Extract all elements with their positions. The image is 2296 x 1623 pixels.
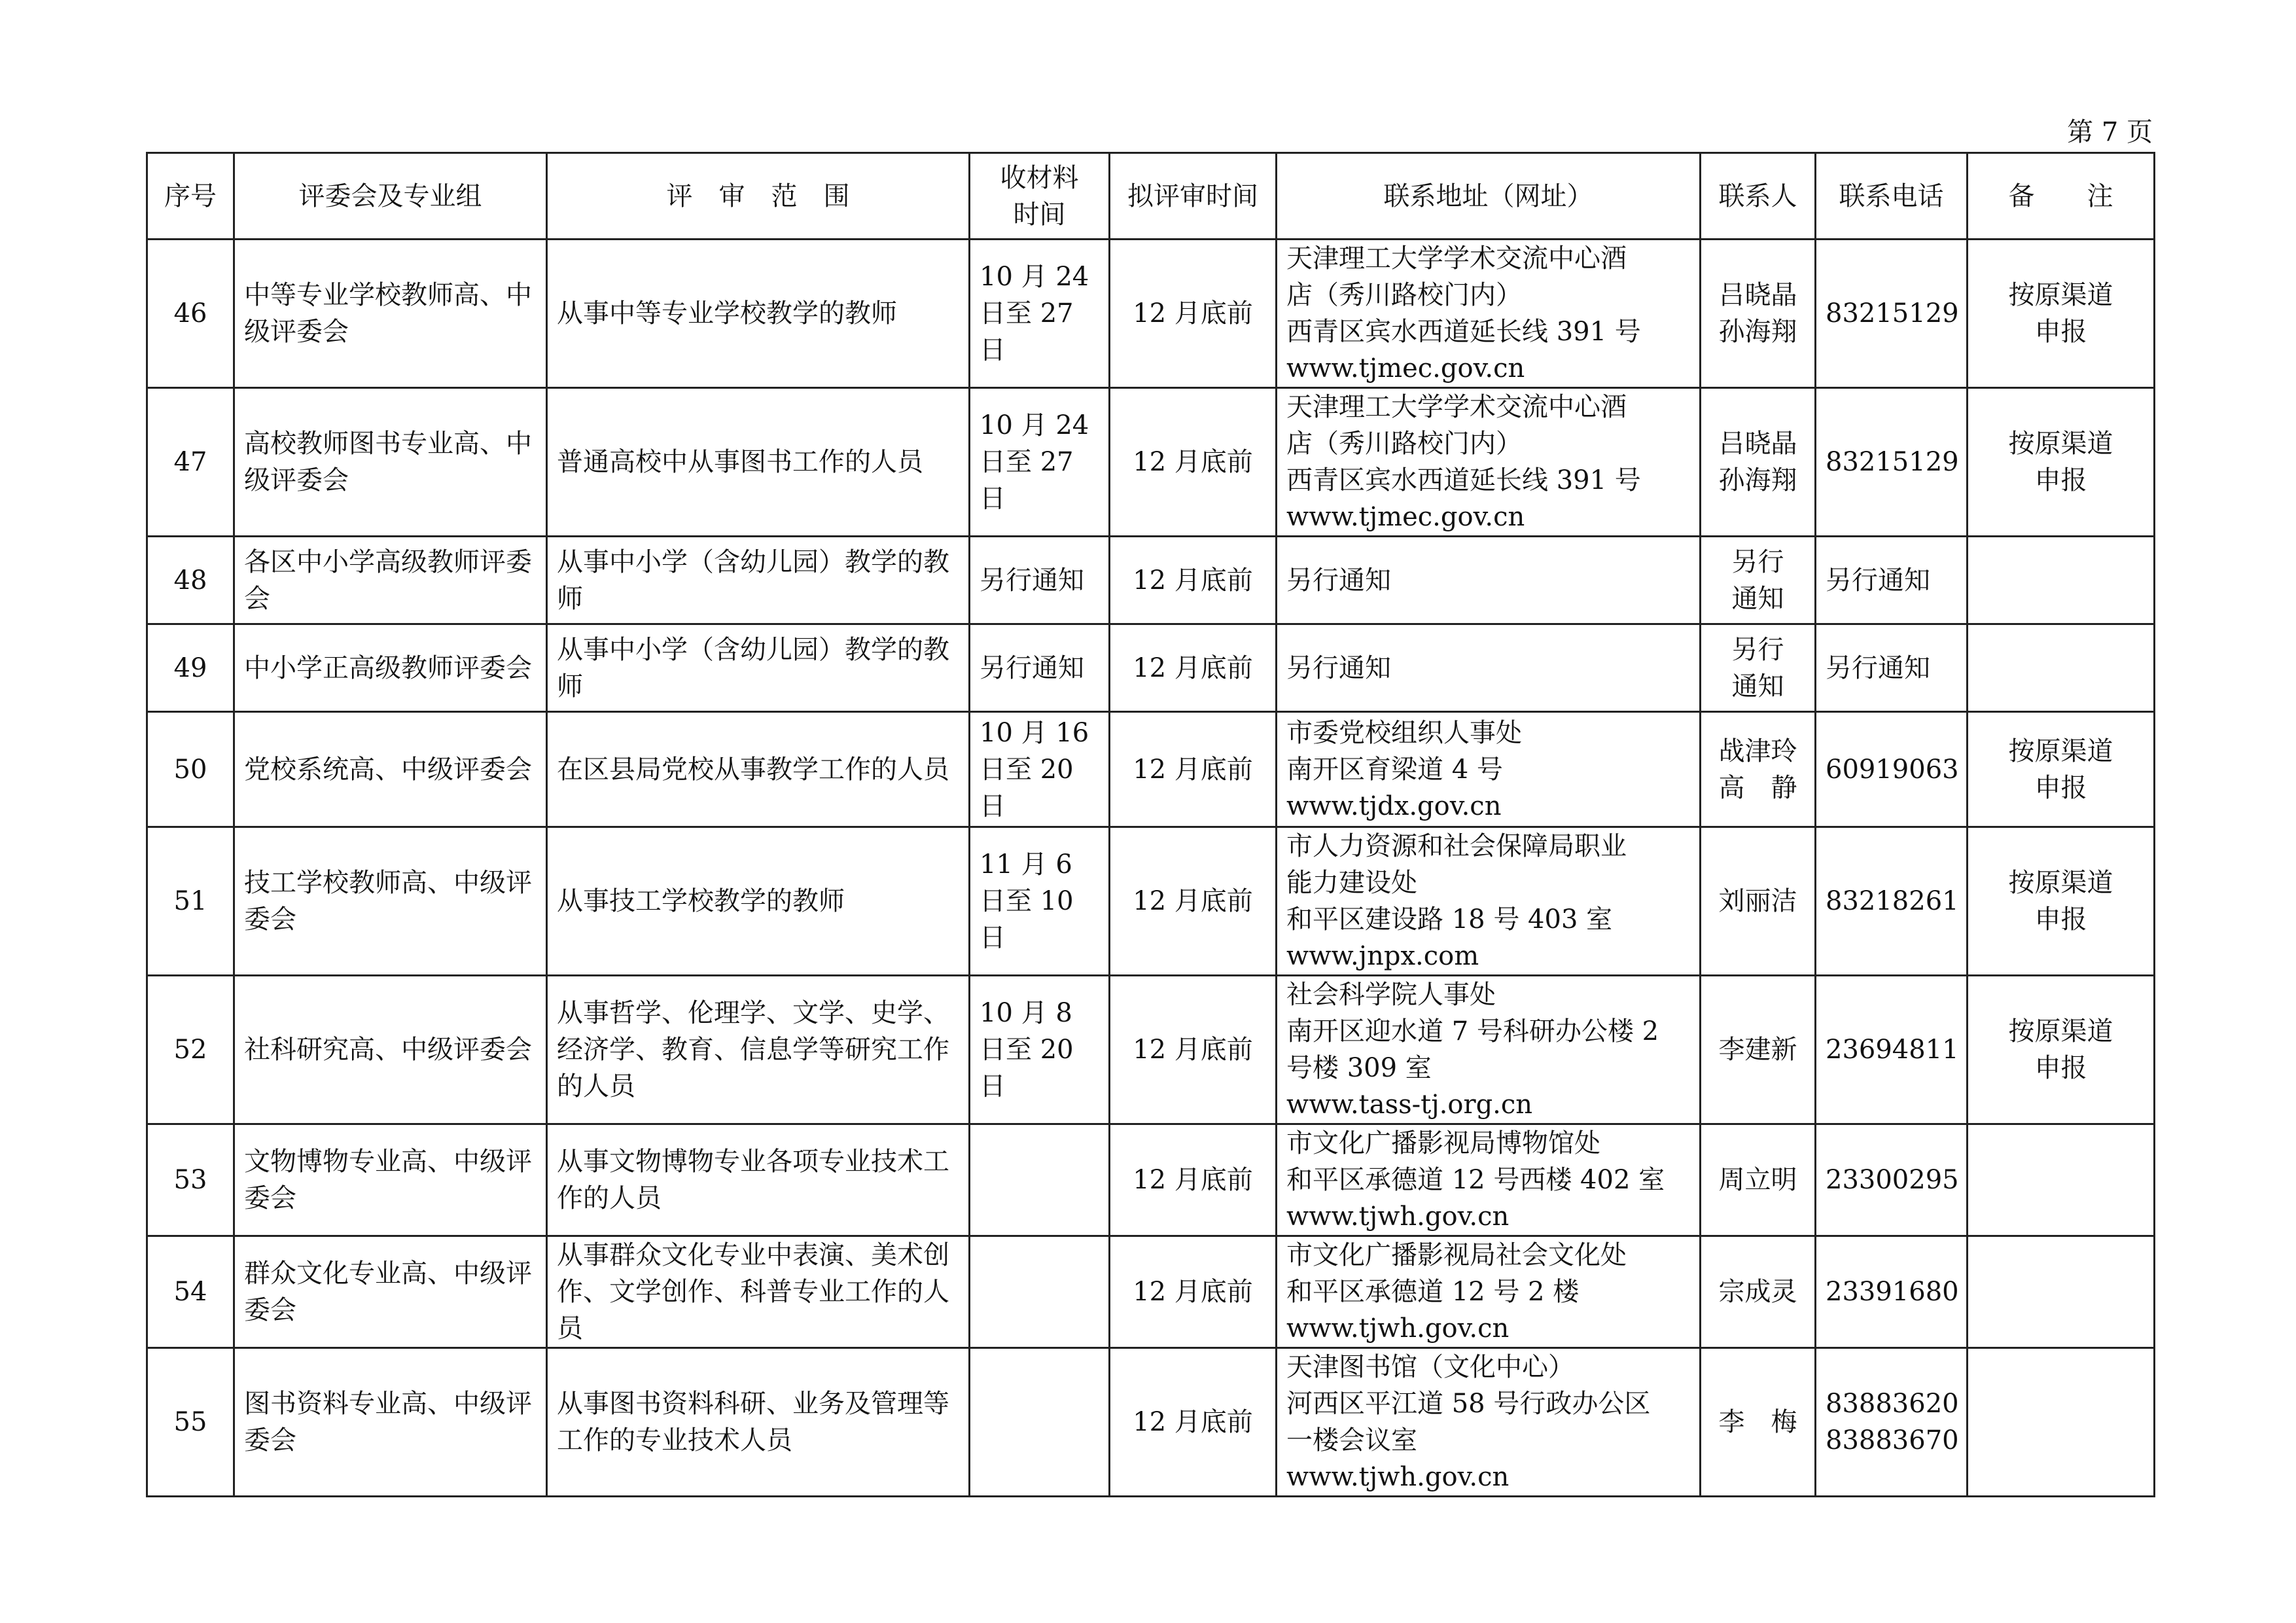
cell-scope: 从事文物博物专业各项专业技术工作的人员 xyxy=(547,1124,970,1236)
header-person: 联系人 xyxy=(1701,153,1816,240)
phone-line: 23300295 xyxy=(1826,1165,1959,1195)
address-line: 市委党校组织人事处 xyxy=(1286,717,1522,748)
table-row xyxy=(147,1236,2155,1348)
cell-review-time: 12 月底前 xyxy=(1110,624,1277,712)
cell-scope: 普通高校中从事图书工作的人员 xyxy=(547,388,970,537)
header-phone: 联系电话 xyxy=(1816,153,1968,240)
cell-phone xyxy=(1816,1236,1968,1348)
contact-person-line: 刘丽洁 xyxy=(1718,886,1797,916)
cell-collect-time xyxy=(970,1348,1110,1497)
review-committee-table xyxy=(146,152,2155,1497)
cell-phone xyxy=(1816,712,1968,827)
header-org: 评委会及专业组 xyxy=(234,153,547,240)
note-line: 按原渠道 xyxy=(2008,868,2113,898)
cell-org: 文物博物专业高、中级评委会 xyxy=(234,1124,547,1236)
phone-line: 83215129 xyxy=(1826,447,1959,477)
note-line: 申报 xyxy=(2034,904,2087,935)
address-line: www.tass-tj.org.cn xyxy=(1286,1090,1533,1120)
address-line: 一楼会议室 xyxy=(1286,1425,1417,1455)
cell-contact-person xyxy=(1701,1236,1816,1348)
phone-line: 23391680 xyxy=(1826,1277,1959,1307)
table-body xyxy=(147,240,2155,1497)
contact-person-line: 吕晓晶 xyxy=(1718,429,1797,459)
cell-address xyxy=(1277,1236,1701,1348)
address-line: 河西区平江道 58 号行政办公区 xyxy=(1286,1389,1651,1419)
cell-address xyxy=(1277,1124,1701,1236)
table-row xyxy=(147,1348,2155,1497)
address-line: 店（秀川路校门内） xyxy=(1286,280,1522,310)
note-line: 按原渠道 xyxy=(2008,736,2113,766)
address-line: 市文化广播影视局博物馆处 xyxy=(1286,1128,1600,1158)
header-review: 拟评审时间 xyxy=(1110,153,1277,240)
cell-contact-person xyxy=(1701,388,1816,537)
address-line: 天津理工大学学术交流中心酒 xyxy=(1286,243,1627,274)
address-line: 市人力资源和社会保障局职业 xyxy=(1286,831,1627,861)
phone-line: 60919063 xyxy=(1826,754,1959,785)
cell-num: 55 xyxy=(147,1348,234,1497)
cell-scope: 从事图书资料科研、业务及管理等工作的专业技术人员 xyxy=(547,1348,970,1497)
cell-note xyxy=(1968,1124,2155,1236)
cell-collect-time xyxy=(970,1236,1110,1348)
table-row xyxy=(147,1124,2155,1236)
contact-person-line: 李 梅 xyxy=(1718,1407,1797,1437)
cell-address xyxy=(1277,976,1701,1124)
address-line: www.tjwh.gov.cn xyxy=(1286,1462,1510,1492)
contact-person-line: 孙海翔 xyxy=(1718,465,1797,495)
address-line: www.tjdx.gov.cn xyxy=(1286,791,1502,821)
note-line: 申报 xyxy=(2034,465,2087,495)
cell-scope: 从事技工学校教学的教师 xyxy=(547,827,970,976)
cell-scope: 在区县局党校从事教学工作的人员 xyxy=(547,712,970,827)
note-line: 申报 xyxy=(2034,1053,2087,1083)
header-collect: 收材料时间 xyxy=(970,153,1110,240)
cell-phone xyxy=(1816,240,1968,388)
cell-org: 图书资料专业高、中级评委会 xyxy=(234,1348,547,1497)
cell-org: 中小学正高级教师评委会 xyxy=(234,624,547,712)
table-row xyxy=(147,827,2155,976)
cell-num: 47 xyxy=(147,388,234,537)
cell-num: 51 xyxy=(147,827,234,976)
note-line: 申报 xyxy=(2034,772,2087,803)
phone-line: 83218261 xyxy=(1826,886,1959,916)
cell-phone xyxy=(1816,827,1968,976)
cell-review-time: 12 月底前 xyxy=(1110,1124,1277,1236)
note-line: 按原渠道 xyxy=(2008,429,2113,459)
address-line: 另行通知 xyxy=(1286,652,1391,683)
phone-line: 83883670 xyxy=(1826,1425,1959,1455)
phone-line: 83883620 xyxy=(1826,1389,1959,1419)
cell-collect-time: 11 月 6 日至 10 日 xyxy=(970,827,1110,976)
table-row xyxy=(147,976,2155,1124)
cell-contact-person xyxy=(1701,712,1816,827)
cell-phone xyxy=(1816,537,1968,624)
table-row xyxy=(147,240,2155,388)
address-line: 南开区迎水道 7 号科研办公楼 2 xyxy=(1286,1016,1659,1046)
cell-note xyxy=(1968,388,2155,537)
table-row xyxy=(147,537,2155,624)
cell-review-time: 12 月底前 xyxy=(1110,1236,1277,1348)
address-line: www.tjwh.gov.cn xyxy=(1286,1313,1510,1344)
cell-scope: 从事哲学、伦理学、文学、史学、经济学、教育、信息学等研究工作的人员 xyxy=(547,976,970,1124)
address-line: 天津图书馆（文化中心） xyxy=(1286,1352,1574,1382)
cell-note xyxy=(1968,240,2155,388)
cell-review-time: 12 月底前 xyxy=(1110,537,1277,624)
cell-address xyxy=(1277,624,1701,712)
cell-note xyxy=(1968,537,2155,624)
cell-note xyxy=(1968,976,2155,1124)
cell-address xyxy=(1277,712,1701,827)
note-line: 按原渠道 xyxy=(2008,280,2113,310)
cell-review-time: 12 月底前 xyxy=(1110,1348,1277,1497)
address-line: 市文化广播影视局社会文化处 xyxy=(1286,1240,1627,1270)
cell-review-time: 12 月底前 xyxy=(1110,240,1277,388)
cell-contact-person xyxy=(1701,1124,1816,1236)
header-scope: 评 审 范 围 xyxy=(547,153,970,240)
cell-org: 群众文化专业高、中级评委会 xyxy=(234,1236,547,1348)
cell-num: 49 xyxy=(147,624,234,712)
phone-line: 83215129 xyxy=(1826,298,1959,329)
header-address: 联系地址（网址） xyxy=(1277,153,1701,240)
address-line: 西青区宾水西道延长线 391 号 xyxy=(1286,317,1641,347)
cell-collect-time: 另行通知 xyxy=(970,537,1110,624)
cell-review-time: 12 月底前 xyxy=(1110,712,1277,827)
contact-person-line: 另行 xyxy=(1731,634,1784,665)
address-line: 店（秀川路校门内） xyxy=(1286,429,1522,459)
cell-contact-person xyxy=(1701,976,1816,1124)
cell-phone xyxy=(1816,976,1968,1124)
cell-phone xyxy=(1816,624,1968,712)
contact-person-line: 另行 xyxy=(1731,546,1784,577)
cell-scope: 从事中小学（含幼儿园）教学的教师 xyxy=(547,624,970,712)
phone-line: 另行通知 xyxy=(1826,565,1930,596)
cell-address xyxy=(1277,537,1701,624)
cell-address xyxy=(1277,827,1701,976)
cell-contact-person xyxy=(1701,624,1816,712)
address-line: 另行通知 xyxy=(1286,565,1391,596)
cell-collect-time: 另行通知 xyxy=(970,624,1110,712)
header-num: 序号 xyxy=(147,153,234,240)
note-line: 申报 xyxy=(2034,317,2087,347)
cell-num: 54 xyxy=(147,1236,234,1348)
cell-num: 48 xyxy=(147,537,234,624)
contact-person-line: 通知 xyxy=(1731,583,1784,614)
address-line: 和平区承德道 12 号西楼 402 室 xyxy=(1286,1165,1665,1195)
cell-org: 中等专业学校教师高、中级评委会 xyxy=(234,240,547,388)
cell-phone xyxy=(1816,1348,1968,1497)
cell-address xyxy=(1277,240,1701,388)
address-line: 和平区承德道 12 号 2 楼 xyxy=(1286,1277,1580,1307)
contact-person-line: 高 静 xyxy=(1718,772,1797,803)
cell-collect-time: 10 月 8 日至 20 日 xyxy=(970,976,1110,1124)
address-line: 天津理工大学学术交流中心酒 xyxy=(1286,392,1627,422)
cell-org: 技工学校教师高、中级评委会 xyxy=(234,827,547,976)
cell-scope: 从事群众文化专业中表演、美术创作、文学创作、科普专业工作的人员 xyxy=(547,1236,970,1348)
cell-contact-person xyxy=(1701,537,1816,624)
cell-address xyxy=(1277,388,1701,537)
cell-org: 社科研究高、中级评委会 xyxy=(234,976,547,1124)
cell-note xyxy=(1968,1348,2155,1497)
address-line: 南开区育梁道 4 号 xyxy=(1286,754,1503,785)
note-line: 按原渠道 xyxy=(2008,1016,2113,1046)
cell-phone xyxy=(1816,388,1968,537)
cell-phone xyxy=(1816,1124,1968,1236)
cell-num: 46 xyxy=(147,240,234,388)
address-line: 社会科学院人事处 xyxy=(1286,980,1496,1010)
cell-contact-person xyxy=(1701,827,1816,976)
contact-person-line: 通知 xyxy=(1731,671,1784,702)
table-row xyxy=(147,712,2155,827)
page-number: 第 7 页 xyxy=(2067,117,2153,147)
cell-num: 52 xyxy=(147,976,234,1124)
table-row xyxy=(147,388,2155,537)
phone-line: 23694811 xyxy=(1826,1035,1959,1065)
cell-collect-time: 10 月 24 日至 27 日 xyxy=(970,388,1110,537)
contact-person-line: 周立明 xyxy=(1718,1165,1797,1195)
cell-note xyxy=(1968,827,2155,976)
cell-note xyxy=(1968,1236,2155,1348)
address-line: www.tjwh.gov.cn xyxy=(1286,1202,1510,1232)
cell-org: 各区中小学高级教师评委会 xyxy=(234,537,547,624)
cell-review-time: 12 月底前 xyxy=(1110,827,1277,976)
cell-num: 53 xyxy=(147,1124,234,1236)
header-note: 备 注 xyxy=(1968,153,2155,240)
cell-org: 党校系统高、中级评委会 xyxy=(234,712,547,827)
cell-note xyxy=(1968,624,2155,712)
cell-org: 高校教师图书专业高、中级评委会 xyxy=(234,388,547,537)
address-line: 西青区宾水西道延长线 391 号 xyxy=(1286,465,1641,495)
cell-scope: 从事中小学（含幼儿园）教学的教师 xyxy=(547,537,970,624)
contact-person-line: 战津玲 xyxy=(1718,736,1797,766)
address-line: www.tjmec.gov.cn xyxy=(1286,353,1525,383)
cell-contact-person xyxy=(1701,240,1816,388)
table-header-row xyxy=(147,153,2155,240)
cell-review-time: 12 月底前 xyxy=(1110,976,1277,1124)
contact-person-line: 李建新 xyxy=(1718,1035,1797,1065)
cell-collect-time: 10 月 16 日至 20 日 xyxy=(970,712,1110,827)
address-line: 能力建设处 xyxy=(1286,868,1417,898)
cell-num: 50 xyxy=(147,712,234,827)
address-line: www.jnpx.com xyxy=(1286,941,1479,971)
cell-note xyxy=(1968,712,2155,827)
contact-person-line: 吕晓晶 xyxy=(1718,280,1797,310)
cell-address xyxy=(1277,1348,1701,1497)
contact-person-line: 宗成灵 xyxy=(1718,1277,1797,1307)
address-line: www.tjmec.gov.cn xyxy=(1286,502,1525,532)
cell-collect-time xyxy=(970,1124,1110,1236)
cell-contact-person xyxy=(1701,1348,1816,1497)
cell-review-time: 12 月底前 xyxy=(1110,388,1277,537)
cell-scope: 从事中等专业学校教学的教师 xyxy=(547,240,970,388)
table-row xyxy=(147,624,2155,712)
address-line: 和平区建设路 18 号 403 室 xyxy=(1286,904,1613,935)
address-line: 号楼 309 室 xyxy=(1286,1053,1432,1083)
contact-person-line: 孙海翔 xyxy=(1718,317,1797,347)
phone-line: 另行通知 xyxy=(1826,652,1930,683)
cell-collect-time: 10 月 24 日至 27 日 xyxy=(970,240,1110,388)
